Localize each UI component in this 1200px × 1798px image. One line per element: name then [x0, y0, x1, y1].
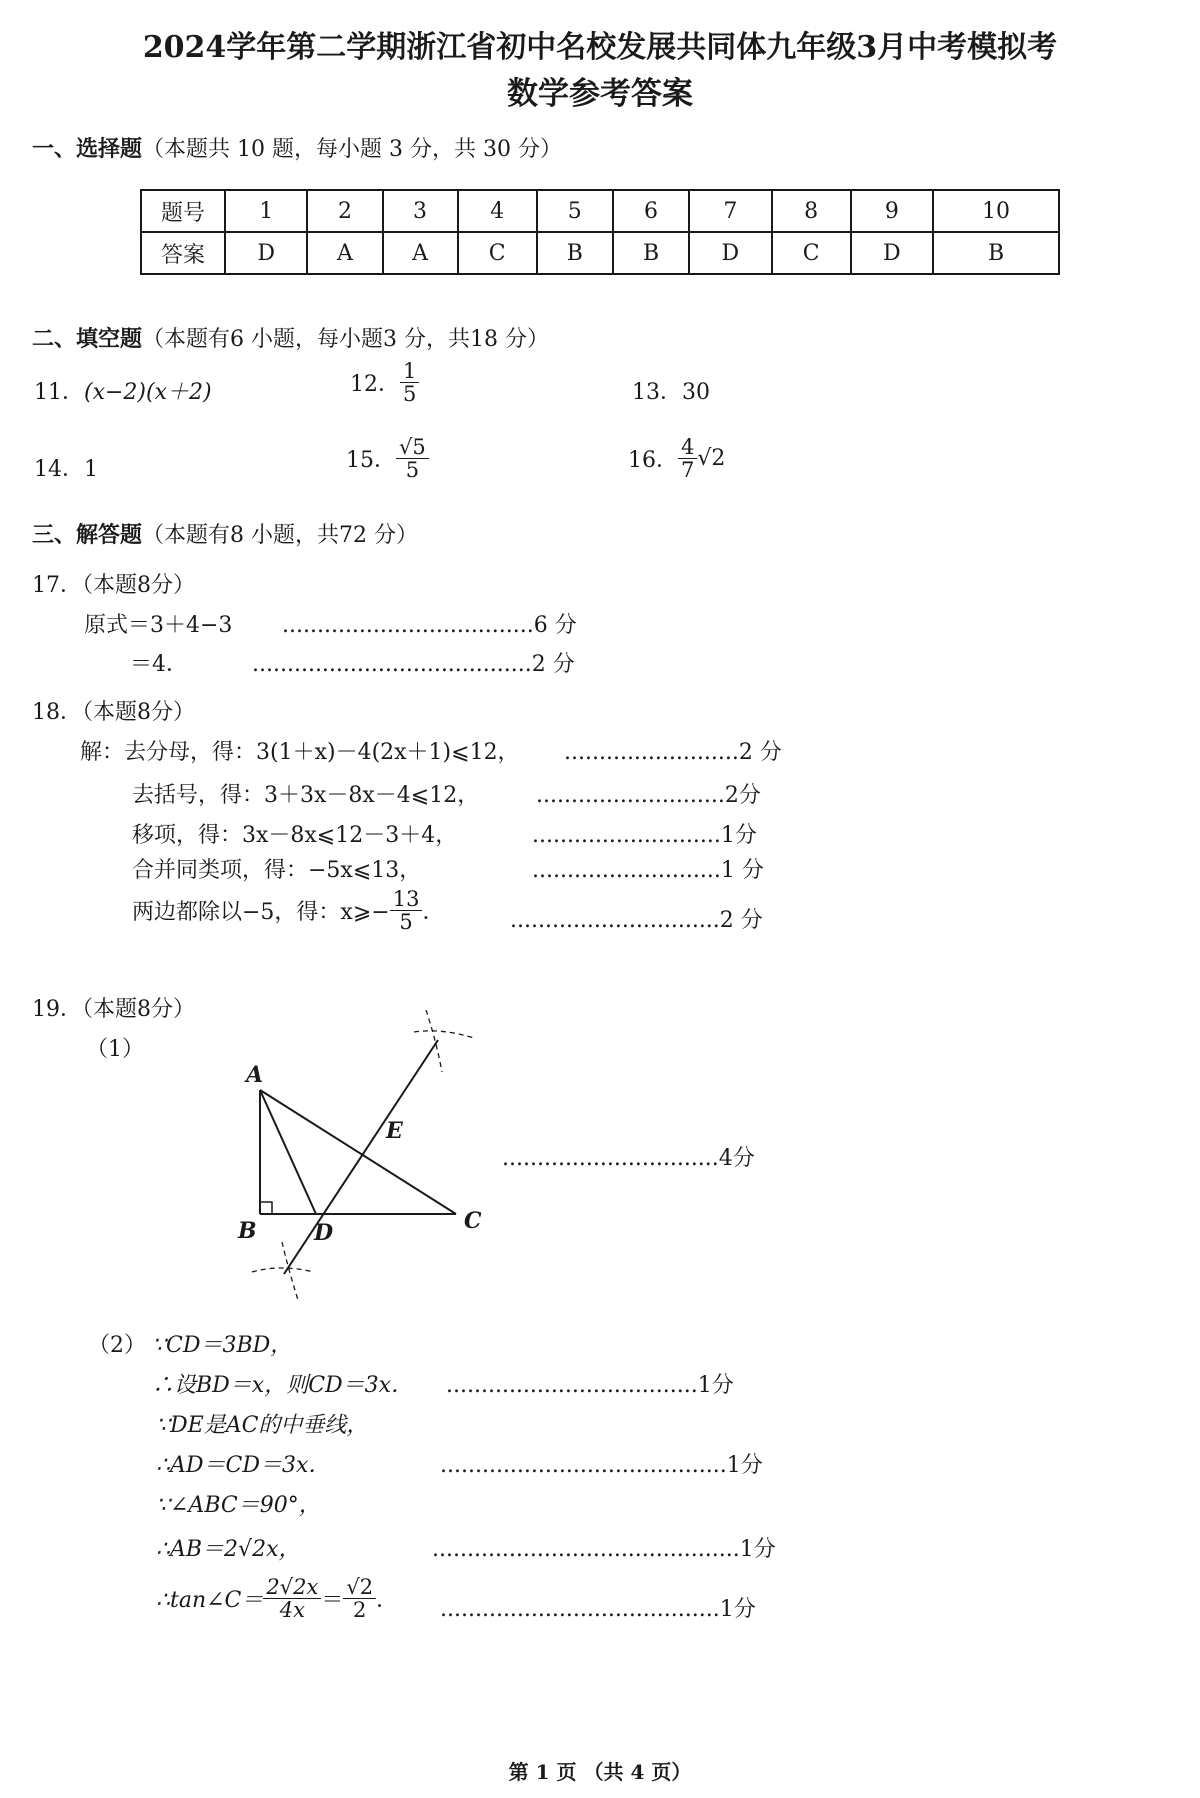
answer-15: 15． $\frac{√5}{5}$ [346, 436, 429, 481]
section-2-label: 二、填空题 [32, 326, 143, 352]
q19-tan-line: ∴tan∠C＝ $\frac{2√2x}{4x}$ ＝ $\frac{√2}{2}$ ． [156, 1575, 399, 1623]
answer-cell: A [383, 232, 458, 274]
construction-arc [426, 1010, 442, 1072]
answer-cell: B [933, 232, 1059, 274]
q17-line2-score: ........................................2 分 [252, 652, 575, 677]
answer-cell: D [689, 232, 771, 274]
question-number: 9 [851, 190, 933, 232]
question-number: 6 [613, 190, 689, 232]
fraction: $\frac{√2}{2}$ [343, 1576, 376, 1621]
q19-line5: ∵∠ABC＝90°， [156, 1493, 321, 1518]
fraction: $\frac{13}{5}$ [390, 888, 423, 933]
table-row [141, 190, 1059, 232]
q19-part1-score: ...............................4分 [502, 1146, 755, 1171]
q19-tan-score: ........................................1分 [440, 1597, 756, 1622]
answer-12: 12． $\frac{1}{5}$ [350, 360, 419, 405]
triangle-construction-figure [230, 1010, 490, 1310]
q19-line6-score: ............................................1分 [432, 1537, 776, 1562]
answer-cell: D [851, 232, 933, 274]
answer-cell: B [537, 232, 613, 274]
q18-step3-text: 移项，得：3x－8x⩽12－3＋4， [132, 823, 458, 848]
right-angle-mark [260, 1202, 272, 1214]
q18-step5-text: 两边都除以−5，得：x⩾− $\frac{13}{5}$ ． [132, 887, 445, 935]
question-number: 7 [689, 190, 771, 232]
answer-cell: C [772, 232, 851, 274]
construction-arc [252, 1268, 314, 1272]
q19-line6-text: ∴AB＝2√2x， [156, 1537, 301, 1562]
choice-answer-table [140, 189, 1060, 275]
question-number: 3 [383, 190, 458, 232]
perpendicular-bisector [284, 1040, 438, 1274]
answer-14: 14．1 [34, 457, 98, 482]
q18-step1-score: .........................2 分 [564, 740, 782, 765]
answer-cell: D [225, 232, 307, 274]
q19-line2-score: ....................................1分 [446, 1373, 734, 1398]
label-c: C [464, 1208, 482, 1234]
section-1-heading [32, 132, 562, 163]
page-title: 2024学年第二学期浙江省初中名校发展共同体九年级3月中考模拟考 [142, 30, 1058, 65]
section-3-heading [32, 518, 418, 549]
q18-step3-score: ...........................1分 [532, 823, 757, 848]
construction-arc [282, 1242, 298, 1300]
label-a: A [246, 1062, 264, 1088]
table-row-header: 题号 [141, 190, 225, 232]
q19-line2-text: ∴设BD＝x，则CD＝3x． [152, 1373, 414, 1398]
fraction: $\frac{√5}{5}$ [396, 436, 429, 481]
label-d: D [314, 1220, 334, 1246]
q19-line3: ∵DE是AC的中垂线， [156, 1413, 369, 1438]
section-1-label: 一、选择题 [32, 136, 143, 162]
answer-cell: B [613, 232, 689, 274]
section-3-note: （本题有8 小题，共72 分） [142, 523, 418, 548]
q17-header: 17．（本题8分） [32, 573, 195, 598]
fraction: $\frac{2√2x}{4x}$ [263, 1576, 321, 1621]
page-footer: 第 1 页 （共 4 页） [508, 1760, 692, 1784]
table-row [141, 232, 1059, 274]
question-number: 10 [933, 190, 1059, 232]
construction-arc [414, 1031, 474, 1038]
q18-step2-text: 去括号，得：3＋3x－8x－4⩽12， [132, 783, 480, 808]
answer-13: 13．30 [632, 380, 710, 405]
segment-ac [260, 1090, 456, 1214]
q19-line4-text: ∴AD＝CD＝3x． [156, 1453, 331, 1478]
q19-part1-label: （1） [86, 1037, 144, 1062]
section-3-label: 三、解答题 [32, 522, 143, 548]
answer-cell: C [458, 232, 537, 274]
fraction: $\frac{1}{5}$ [400, 360, 419, 405]
fraction: $\frac{4}{7}$ [678, 436, 697, 481]
q18-header: 18．（本题8分） [32, 700, 195, 725]
question-number: 4 [458, 190, 537, 232]
answer-cell: A [307, 232, 382, 274]
table-row-header: 答案 [141, 232, 225, 274]
q19-part2-label: （2） [88, 1333, 146, 1358]
label-b: B [238, 1218, 257, 1244]
label-e: E [386, 1118, 403, 1144]
q18-step4-text: 合并同类项，得：−5x⩽13， [132, 858, 422, 883]
question-number: 5 [537, 190, 613, 232]
q18-step1-text: 解：去分母，得：3(1＋x)－4(2x＋1)⩽12， [80, 740, 520, 765]
answer-11: 11．(x−2)(x＋2) [34, 380, 212, 405]
section-1-note: （本题共 10 题，每小题 3 分，共 30 分） [142, 137, 562, 162]
question-number: 8 [772, 190, 851, 232]
q18-step5-score: ..............................2 分 [510, 908, 763, 933]
section-2-heading [32, 322, 549, 353]
answer-16: 16． $\frac{4}{7}$ √2 [628, 435, 726, 483]
q18-step2-score: ...........................2分 [536, 783, 761, 808]
q17-line1-text: 原式＝3＋4−3 [84, 613, 233, 638]
page-subtitle: 数学参考答案 [507, 76, 693, 112]
question-number: 2 [307, 190, 382, 232]
q19-line1: ∵CD＝3BD， [152, 1333, 293, 1358]
q19-header: 19．（本题8分） [32, 997, 195, 1022]
q19-line4-score: .........................................1分 [440, 1453, 763, 1478]
q17-line1-score: ....................................6 分 [282, 613, 577, 638]
q18-step4-score: ...........................1 分 [532, 858, 764, 883]
section-2-note: （本题有6 小题，每小题3 分，共18 分） [142, 327, 549, 352]
question-number: 1 [225, 190, 307, 232]
q17-line2-text: ＝4． [130, 652, 188, 677]
